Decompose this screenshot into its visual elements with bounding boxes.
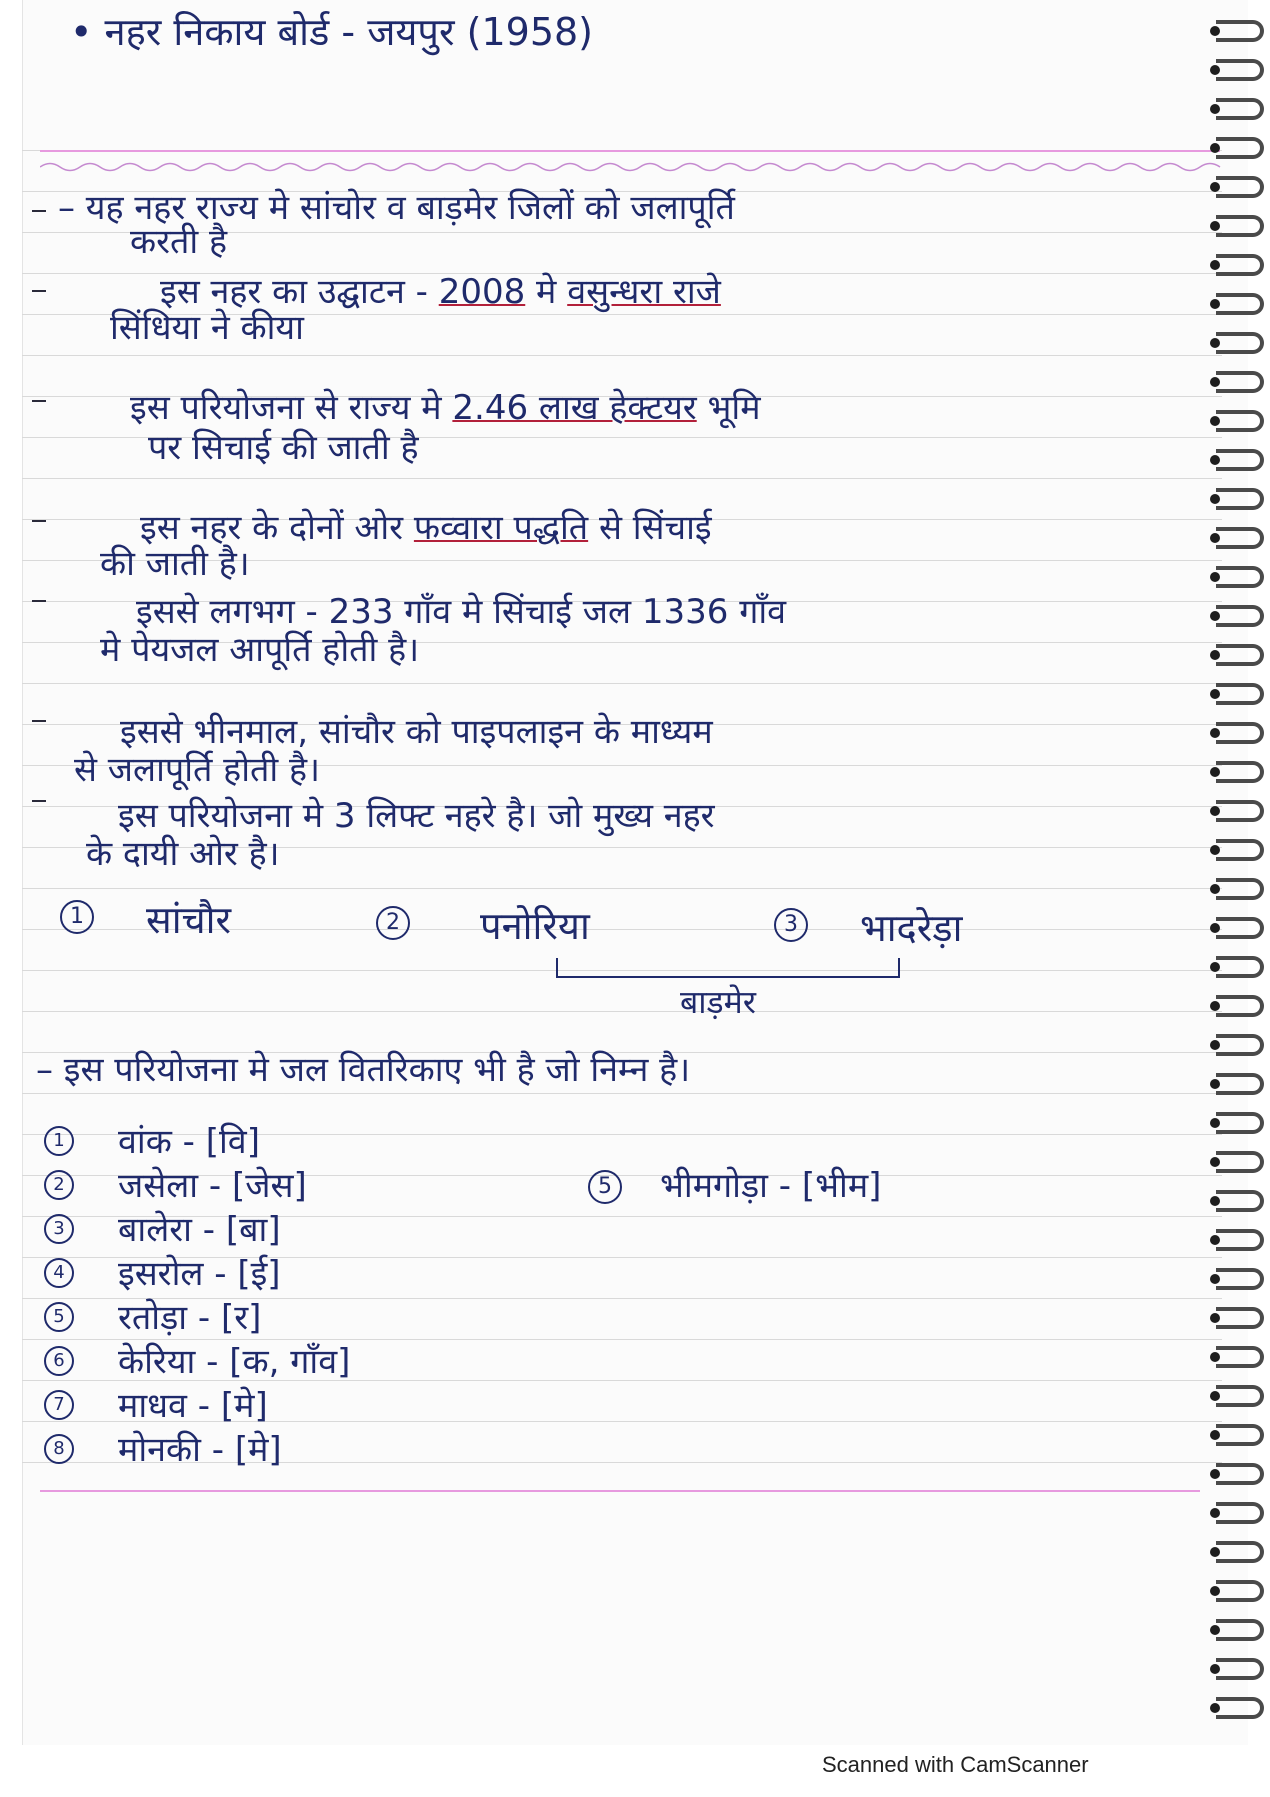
binding-hole <box>1210 1391 1220 1401</box>
page-title: • नहर निकाय बोर्ड - जयपुर (1958) <box>70 10 593 54</box>
binding-hole <box>1210 1586 1220 1596</box>
distributary-name: रतोड़ा <box>118 1298 188 1338</box>
binding-hole <box>1210 260 1220 270</box>
bullet-2-line-1 <box>160 272 721 312</box>
spiral-coil <box>1216 1619 1264 1641</box>
binding-hole <box>1210 1664 1220 1674</box>
lift-canal-number: 2 <box>376 906 410 940</box>
margin-dash <box>32 400 46 402</box>
inauguration-mid: मे <box>525 272 568 312</box>
spiral-coil <box>1216 1502 1264 1524</box>
binding-hole <box>1210 728 1220 738</box>
bullet-1-line-1: – यह नहर राज्य मे सांचोर व बाड़मेर जिलों को जलापूर्ति <box>58 188 735 228</box>
ruled-line <box>22 1093 1222 1094</box>
distributary-item: जसेला - [जेस] <box>118 1166 307 1206</box>
lift-canal-panoriya: पनोरिया <box>480 904 590 948</box>
distributary-item: मोनकी - [मे] <box>118 1430 282 1470</box>
distributary-item: केरिया - [क, गाँव] <box>118 1342 351 1382</box>
distributary-code: [र] <box>220 1298 262 1338</box>
binding-hole <box>1210 611 1220 621</box>
binding-hole <box>1210 962 1220 972</box>
spiral-coil <box>1216 761 1264 783</box>
distributary-code: [वि] <box>205 1122 260 1162</box>
binding-hole <box>1210 923 1220 933</box>
binding-hole <box>1210 806 1220 816</box>
binding-hole <box>1210 1079 1220 1089</box>
distributary-number: 6 <box>44 1346 74 1376</box>
binding-hole <box>1210 572 1220 582</box>
margin-dash <box>32 520 46 522</box>
distributaries-intro: – इस परियोजना मे जल वितरिकाए भी है जो निम्न है। <box>36 1050 691 1090</box>
binding-hole <box>1210 1001 1220 1011</box>
district-label: बाड़मेर <box>680 983 756 1021</box>
spiral-coil <box>1216 293 1264 315</box>
spiral-coil <box>1216 137 1264 159</box>
spiral-coil <box>1216 683 1264 705</box>
binding-hole <box>1210 689 1220 699</box>
lift-canal-number: 1 <box>60 900 94 934</box>
spiral-coil <box>1216 176 1264 198</box>
distributary-item: रतोड़ा - [र] <box>118 1298 262 1338</box>
spiral-coil <box>1216 995 1264 1017</box>
bullet-5-line-2: मे पेयजल आपूर्ति होती है। <box>100 630 420 670</box>
spiral-coil <box>1216 1580 1264 1602</box>
distributary-number: 3 <box>44 1214 74 1244</box>
binding-hole <box>1210 65 1220 75</box>
spiral-coil <box>1216 800 1264 822</box>
spiral-coil <box>1216 917 1264 939</box>
bullet-1-line-2: करती है <box>130 222 228 262</box>
distributary-number: 2 <box>44 1170 74 1200</box>
margin-dash <box>32 290 46 292</box>
binding-hole <box>1210 1547 1220 1557</box>
binding-hole <box>1210 455 1220 465</box>
bullet-6-line-1: इससे भीनमाल, सांचौर को पाइपलाइन के माध्यम <box>120 712 713 752</box>
binding-hole <box>1210 845 1220 855</box>
side-item-code: [भीम] <box>801 1166 882 1206</box>
binding-hole <box>1210 1508 1220 1518</box>
distributary-item: माधव - [मे] <box>118 1386 268 1426</box>
distributary-name: मोनकी <box>118 1430 201 1470</box>
spiral-coil <box>1216 332 1264 354</box>
binding-hole <box>1210 533 1220 543</box>
ruled-line <box>22 683 1222 684</box>
binding-hole <box>1210 26 1220 36</box>
distributary-name: केरिया <box>118 1342 196 1382</box>
irrigation-post: भूमि <box>696 388 761 428</box>
spiral-coil <box>1216 1268 1264 1290</box>
irrigation-area: 2.46 लाख हेक्टयर <box>452 388 697 428</box>
spiral-coil <box>1216 1385 1264 1407</box>
distributary-code: [बा] <box>225 1210 281 1250</box>
binding-hole <box>1210 1469 1220 1479</box>
distributary-name: माधव <box>118 1386 187 1426</box>
ruled-line <box>22 478 1222 479</box>
distributary-name: जसेला <box>118 1166 199 1206</box>
binding-hole <box>1210 650 1220 660</box>
binding-hole <box>1210 1352 1220 1362</box>
ruled-line <box>22 355 1222 356</box>
bullet-2-line-2: सिंधिया ने कीया <box>110 308 304 348</box>
distributary-item: इसरोल - [ई] <box>118 1254 281 1294</box>
lift-canal-sanchore: सांचौर <box>146 898 232 942</box>
spiral-coil <box>1216 449 1264 471</box>
distributary-name: वांक <box>118 1122 172 1162</box>
binding-hole <box>1210 299 1220 309</box>
binding-hole <box>1210 338 1220 348</box>
spiral-coil <box>1216 215 1264 237</box>
binding-hole <box>1210 1235 1220 1245</box>
spiral-coil <box>1216 1112 1264 1134</box>
binding-hole <box>1210 1040 1220 1050</box>
bullet-4-line-2: की जाती है। <box>100 544 250 584</box>
binding-hole <box>1210 221 1220 231</box>
binding-hole <box>1210 182 1220 192</box>
distributary-name: बालेरा <box>118 1210 192 1250</box>
top-margin-rule <box>40 150 1220 152</box>
binding-hole <box>1210 377 1220 387</box>
spiral-coil <box>1216 59 1264 81</box>
distributary-number: 7 <box>44 1390 74 1420</box>
binding-hole <box>1210 1313 1220 1323</box>
spiral-coil <box>1216 839 1264 861</box>
bullet-5-line-1: इससे लगभग - 233 गाँव मे सिंचाई जल 1336 गाँव <box>136 592 787 632</box>
spiral-coil <box>1216 1697 1264 1719</box>
lift-canal-number: 3 <box>774 908 808 942</box>
spiral-coil <box>1216 644 1264 666</box>
spiral-coil <box>1216 1658 1264 1680</box>
side-item-name: भीमगोड़ा <box>660 1166 768 1206</box>
spiral-coil <box>1216 566 1264 588</box>
spiral-coil <box>1216 878 1264 900</box>
sprinkler-method: फव्वारा पद्धति <box>413 508 589 548</box>
ruled-line <box>22 1339 1222 1340</box>
spiral-coil <box>1216 1034 1264 1056</box>
bullet-7-line-2: के दायी ओर है। <box>86 834 280 874</box>
binding-hole <box>1210 143 1220 153</box>
bullet-3-line-1 <box>130 388 761 428</box>
side-item-bhimgoda: भीमगोड़ा - [भीम] <box>660 1166 882 1206</box>
binding-hole <box>1210 1157 1220 1167</box>
bullet-3-line-2: पर सिचाई की जाती है <box>148 428 419 468</box>
spiral-coil <box>1216 20 1264 42</box>
spiral-coil <box>1216 1541 1264 1563</box>
spiral-coil <box>1216 410 1264 432</box>
bottom-margin-rule <box>40 1490 1200 1492</box>
spiral-coil <box>1216 605 1264 627</box>
spiral-coil <box>1216 1463 1264 1485</box>
margin-dash <box>32 600 46 602</box>
distributary-item: वांक - [वि] <box>118 1122 260 1162</box>
bullet-6-line-2: से जलापूर्ति होती है। <box>74 750 320 790</box>
binding-hole <box>1210 1625 1220 1635</box>
ruled-line <box>22 888 1222 889</box>
ruled-line <box>22 1011 1222 1012</box>
binding-hole <box>1210 494 1220 504</box>
bullet-7-line-1: इस परियोजना मे 3 लिफ्ट नहरे है। जो मुख्य नहर <box>118 796 715 836</box>
margin-dash <box>32 720 46 722</box>
binding-hole <box>1210 884 1220 894</box>
lift-canal-bhadreda: भादरेड़ा <box>860 906 963 950</box>
binding-hole <box>1210 104 1220 114</box>
district-bracket <box>556 958 900 978</box>
spiral-coil <box>1216 956 1264 978</box>
margin-dash <box>32 800 46 802</box>
distributary-code: [जेस] <box>231 1166 307 1206</box>
spiral-coil <box>1216 1307 1264 1329</box>
distributary-item: बालेरा - [बा] <box>118 1210 281 1250</box>
spiral-coil <box>1216 98 1264 120</box>
distributary-number: 8 <box>44 1434 74 1464</box>
binding-hole <box>1210 767 1220 777</box>
spiral-coil <box>1216 1151 1264 1173</box>
spiral-coil <box>1216 722 1264 744</box>
scanner-watermark: Scanned with CamScanner <box>822 1752 1089 1777</box>
spiral-coil <box>1216 488 1264 510</box>
distributary-number: 5 <box>44 1302 74 1332</box>
distributary-code: [क, गाँव] <box>229 1342 351 1382</box>
binding-hole <box>1210 1274 1220 1284</box>
method-text: इस नहर के दोनों ओर <box>140 508 414 548</box>
spiral-coil <box>1216 1073 1264 1095</box>
distributary-code: [मे] <box>234 1430 282 1470</box>
method-post: से सिंचाई <box>588 508 712 548</box>
header-divider <box>40 160 1230 174</box>
spiral-coil <box>1216 254 1264 276</box>
binding-hole <box>1210 416 1220 426</box>
spiral-coil <box>1216 1229 1264 1251</box>
side-item-number: 5 <box>588 1170 622 1204</box>
irrigation-text: इस परियोजना से राज्य मे <box>130 388 453 428</box>
distributary-number: 4 <box>44 1258 74 1288</box>
distributary-number: 1 <box>44 1126 74 1156</box>
margin-dash <box>32 210 46 212</box>
binding-hole <box>1210 1196 1220 1206</box>
spiral-coil <box>1216 527 1264 549</box>
binding-hole <box>1210 1703 1220 1713</box>
distributary-code: [मे] <box>220 1386 268 1426</box>
spiral-coil <box>1216 371 1264 393</box>
binding-hole <box>1210 1430 1220 1440</box>
inauguration-text: इस नहर का उद्घाटन - <box>160 272 439 312</box>
distributary-code: [ई] <box>237 1254 281 1294</box>
bullet-4-line-1 <box>140 508 712 548</box>
spiral-coil <box>1216 1346 1264 1368</box>
inauguration-year: 2008 <box>438 272 526 312</box>
spiral-coil <box>1216 1190 1264 1212</box>
inaugurator-name: वसुन्धरा राजे <box>567 272 721 312</box>
binding-hole <box>1210 1118 1220 1128</box>
spiral-coil <box>1216 1424 1264 1446</box>
distributary-name: इसरोल <box>118 1254 204 1294</box>
spiral-binding <box>1210 20 1270 1740</box>
